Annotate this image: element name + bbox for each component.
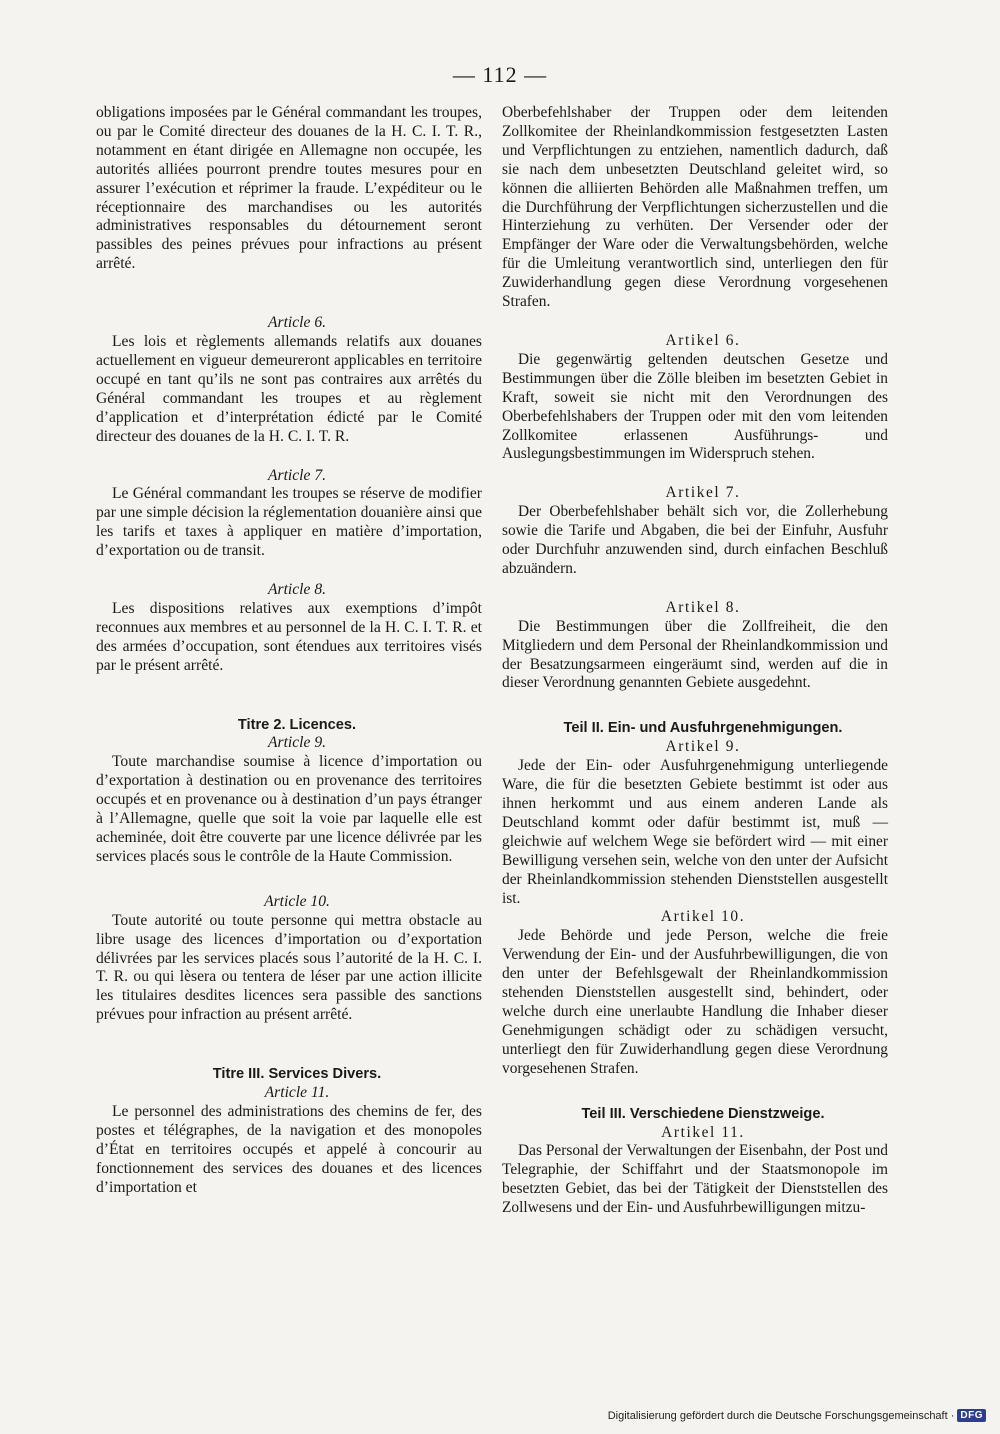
artikel-6-text: Die gegenwärtig geltenden deutschen Gesetze und Bestimmungen über die Zölle bleiben im besetzten Gebiet in Kraft, soweit sie nicht mit den Verordnungen des Oberbefehlshabers der Truppen oder mit den vom leitenden Zollkomitee erlassenen Ausführungs- und Auslegungsbestimmungen im Widerspruch stehen.: [502, 350, 888, 463]
article-11-heading: Article 11.: [264, 1084, 330, 1102]
article-8-heading: Article 8.: [267, 581, 327, 599]
article-10-text: Toute autorité ou toute personne qui mettra obstacle au libre usage des licences d’importation ou d’exportation délivrées par les services placés sous l’autorité de la H. C. I. T. R. ou qui lèsera ou tentera de léser par une action illicite les titulaires desdites licences sera passible des sanctions prévues pour infraction au présent arrêté.: [96, 911, 482, 1024]
article-11-text: Le personnel des administrations des chemins de fer, des postes et télégraphes, de la navigation et des monopoles d’État en territoires occupés et appelé à concourir au fonctionnement des services des douanes et des licences d’importation et: [96, 1102, 482, 1196]
artikel-10-heading: Artikel 10.: [660, 908, 746, 926]
french-column: [96, 104, 482, 1198]
artikel-8-heading: Artikel 8.: [665, 598, 741, 616]
credit-text: Digitalisierung gefördert durch die Deutsche Forschungsgemeinschaft ·: [607, 1409, 955, 1422]
absatz-fortsetzung: Oberbefehlshaber der Truppen oder dem leitenden Zollkomitee der Rheinlandkommission festgesetzten Lasten und Verpflichtungen zu entziehen, namentlich dadurch, daß sie nach dem unbesetzten Deutschland geleitet wird, so können die alliierten Behörden alle Maßnahmen treffen, um die Durchführung der Verpflichtungen sicherzustellen und die Hinterziehung zu verhüten. Der Versender oder der Empfänger der Ware oder die Verwaltungsbehörden, welche für die Umleitung verantwortlich sind, unterliegen den für Zuwiderhandlung gegen diese Verordnung vorgesehenen Strafen.: [502, 104, 888, 311]
artikel-6-heading: Artikel 6.: [665, 331, 741, 349]
article-7-heading: Article 7.: [267, 466, 327, 484]
article-8-text: Les dispositions relatives aux exemptions d’impôt reconnues aux membres et au personnel de la H. C. I. T. R. et des armées d’occupation, sont étendues aux territoires visés par le présent arrêté.: [96, 599, 482, 674]
artikel-11-text: Das Personal der Verwaltungen der Eisenbahn, der Post und Telegraphie, der Schiffahrt und der Staatsmonopole im besetzten Gebiet, das bei der Tätigkeit der Dienststellen des Zollwesens und der Ein- und Ausfuhrbewilligungen mitzu-: [502, 1142, 888, 1217]
article-10-heading: Article 10.: [264, 892, 330, 910]
teil-2-heading: Teil II. Ein- und Ausfuhrgenehmigungen.: [563, 720, 843, 737]
paragraph-continued: obligations imposées par le Général commandant les troupes, ou par le Comité directeur des douanes de la H. C. I. T. R., notamment en étant dirigée en Allemagne non occupée, les autorités alliées pourront prendre toutes mesures pour en assurer l’exécution et réprimer la fraude. L’expéditeur ou le réceptionnaire des marchandises ou les autorités administratives responsables du détournement seront passibles des peines prévues pour infractions au présent arrêté.: [96, 104, 482, 273]
artikel-9-heading: Artikel 9.: [665, 738, 741, 756]
artikel-7-heading: Artikel 7.: [665, 484, 741, 502]
article-6-text: Les lois et règlements allemands relatifs aux douanes actuellement en vigueur demeureront applicables en territoire occupé en tant qu’ils ne sont pas contraires aux arrêtés du Général commandant les troupes et au règlement d’application et d’interprétation édicté par le Comité directeur des douanes de la H. C. I. T. R.: [96, 333, 482, 445]
teil-3-heading: Teil III. Verschiedene Dienstzweige.: [581, 1105, 825, 1122]
german-column: [502, 104, 888, 1218]
article-6-heading: Article 6.: [267, 314, 327, 332]
artikel-9-text: Jede der Ein- oder Ausfuhrgenehmigung unterliegende Ware, die für die besetzten Gebiete bestimmt ist oder aus ihnen herkommt und aus einem anderen Lande als Deutschland kommt oder dafür bestimmt ist, muß — gleichwie auf welchem Wege sie befördert wird — mit einer Bewilligung versehen sein, welche von den unter der Aufsicht der Rheinlandkommission stehenden Dienststellen ausgestellt ist.: [502, 757, 888, 907]
artikel-7-text: Der Oberbefehlshaber behält sich vor, die Zollerhebung sowie die Tarife und Abgaben, die bei der Einfuhr, Ausfuhr oder Durchfuhr anzuwenden sind, durch einfachen Beschluß abzuändern.: [502, 503, 888, 577]
artikel-11-heading: Artikel 11.: [661, 1123, 745, 1141]
artikel-8-text: Die Bestimmungen über die Zollfreiheit, die den Mitgliedern und dem Personal der Rheinlandkommission und der Besatzungsarmeen eingeräumt sind, werden auf die in dieser Verordnung genannten Gebiete ausgedehnt.: [502, 617, 888, 692]
dfg-logo: DFG: [957, 1409, 986, 1422]
article-7-text: Le Général commandant les troupes se réserve de modifier par une simple décision la réglementation douanière ainsi que les tarifs et taxes à appliquer en matière d’importation, d’exportation ou de transit.: [96, 485, 482, 560]
digitization-credit: [608, 1409, 986, 1422]
page-number: — 112 —: [452, 62, 548, 87]
titre-2-heading: Titre 2. Licences.: [237, 716, 357, 733]
artikel-10-text: Jede Behörde und jede Person, welche die freie Verwendung der Ein- und der Ausfuhrbewilligungen, die von den unter der Befehlsgewalt der Rheinlandkommission stehenden Dienststellen ausgestellt sind, behindert, oder welche durch eine unerlaubte Handlung die Inhaber dieser Genehmigungen schädigt oder zu schädigen versucht, unterliegt den für Zuwiderhandlung gegen diese Verordnung vorgesehenen Strafen.: [502, 927, 888, 1077]
titre-3-heading: Titre III. Services Divers.: [212, 1066, 382, 1083]
article-9-text: Toute marchandise soumise à licence d’importation ou d’exportation à destination ou en provenance des territoires occupés et en provenance ou à destination d’un pays étranger à l’Allemagne, quelle que soit la voie par laquelle elle est acheminée, doit être couverte par une licence délivrée par les services placés sous le contrôle de la Haute Commission.: [96, 753, 482, 865]
article-9-heading: Article 9.: [267, 734, 327, 752]
